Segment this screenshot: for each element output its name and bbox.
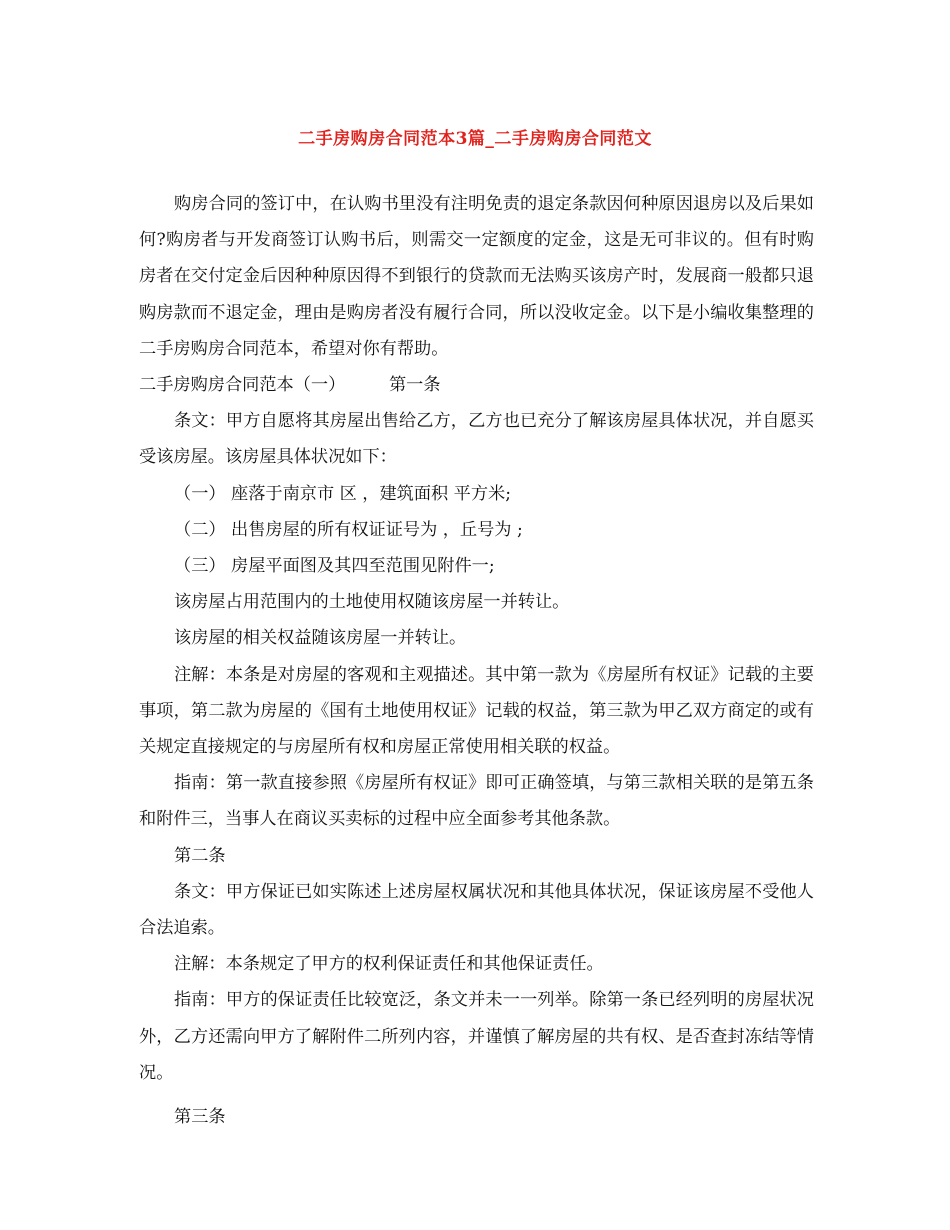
article2-guide: 指南：甲方的保证责任比较宽泛，条文并未一一列举。除第一条已经列明的房屋状况外，乙方还需向甲方了解附件二所列内容，并谨慎了解房屋的共有权、是否查封冻结等情况。 [139,990,814,1083]
article1-note: 注解：本条是对房屋的客观和主观描述。其中第一款为《房屋所有权证》记载的主要事项，第二款为房屋的《国有土地使用权证》记载的权益，第三款为甲乙双方商定的或有关规定直接规定的与房屋所有权和房屋正常使用相关联的权益。 [139,664,814,758]
land-right-paragraph: 该房屋占用范围内的土地使用权随该房屋一并转让。 [174,592,570,613]
sample-heading: 二手房购房合同范本（一） [139,375,346,396]
article2-heading: 第二条 [174,845,226,866]
related-rights-paragraph: 该房屋的相关权益随该房屋一并转让。 [174,628,467,649]
intro-paragraph: 购房合同的签订中，在认购书里没有注明免责的退定条款因何种原因退房以及后果如何?购房者与开发商签订认购书后，则需交一定额度的定金，这是无可非议的。但有时购房者在交付定金后因种种原因得不到银行的贷款而无法购买该房产时，发展商一般都只退购房款而不退定金，理由是购房者没有履行合同，所以没收定金。以下是小编收集整理的二手房购房合同范本，希望对你有帮助。 [139,194,814,359]
article1-item-2: （二） 出售房屋的所有权证证号为 ，丘号为 ; [174,519,523,540]
article1-item-1: （一） 座落于南京市 区 ，建筑面积 平方米; [174,483,512,504]
article1-guide: 指南：第一款直接参照《房屋所有权证》即可正确签填，与第三款相关联的是第五条和附件三，当事人在商议买卖标的过程中应全面参考其他条款。 [139,773,814,830]
sample-heading-line [139,367,814,403]
document-body [139,186,814,1135]
article1-text: 条文：甲方自愿将其房屋出售给乙方，乙方也已充分了解该房屋具体状况，并自愿买受该房屋。该房屋具体状况如下： [139,411,814,468]
article2-note: 注解：本条规定了甲方的权利保证责任和其他保证责任。 [174,954,604,975]
article1-heading: 第一条 [388,375,441,396]
article1-item-3: （三） 房屋平面图及其四至范围见附件一; [174,556,495,577]
article2-text: 条文：甲方保证已如实陈述上述房屋权属状况和其他具体状况，保证该房屋不受他人合法追索。 [139,881,814,939]
article3-heading: 第三条 [174,1107,226,1128]
document-title: 二手房购房合同范本3篇_二手房购房合同范文 [298,129,652,149]
